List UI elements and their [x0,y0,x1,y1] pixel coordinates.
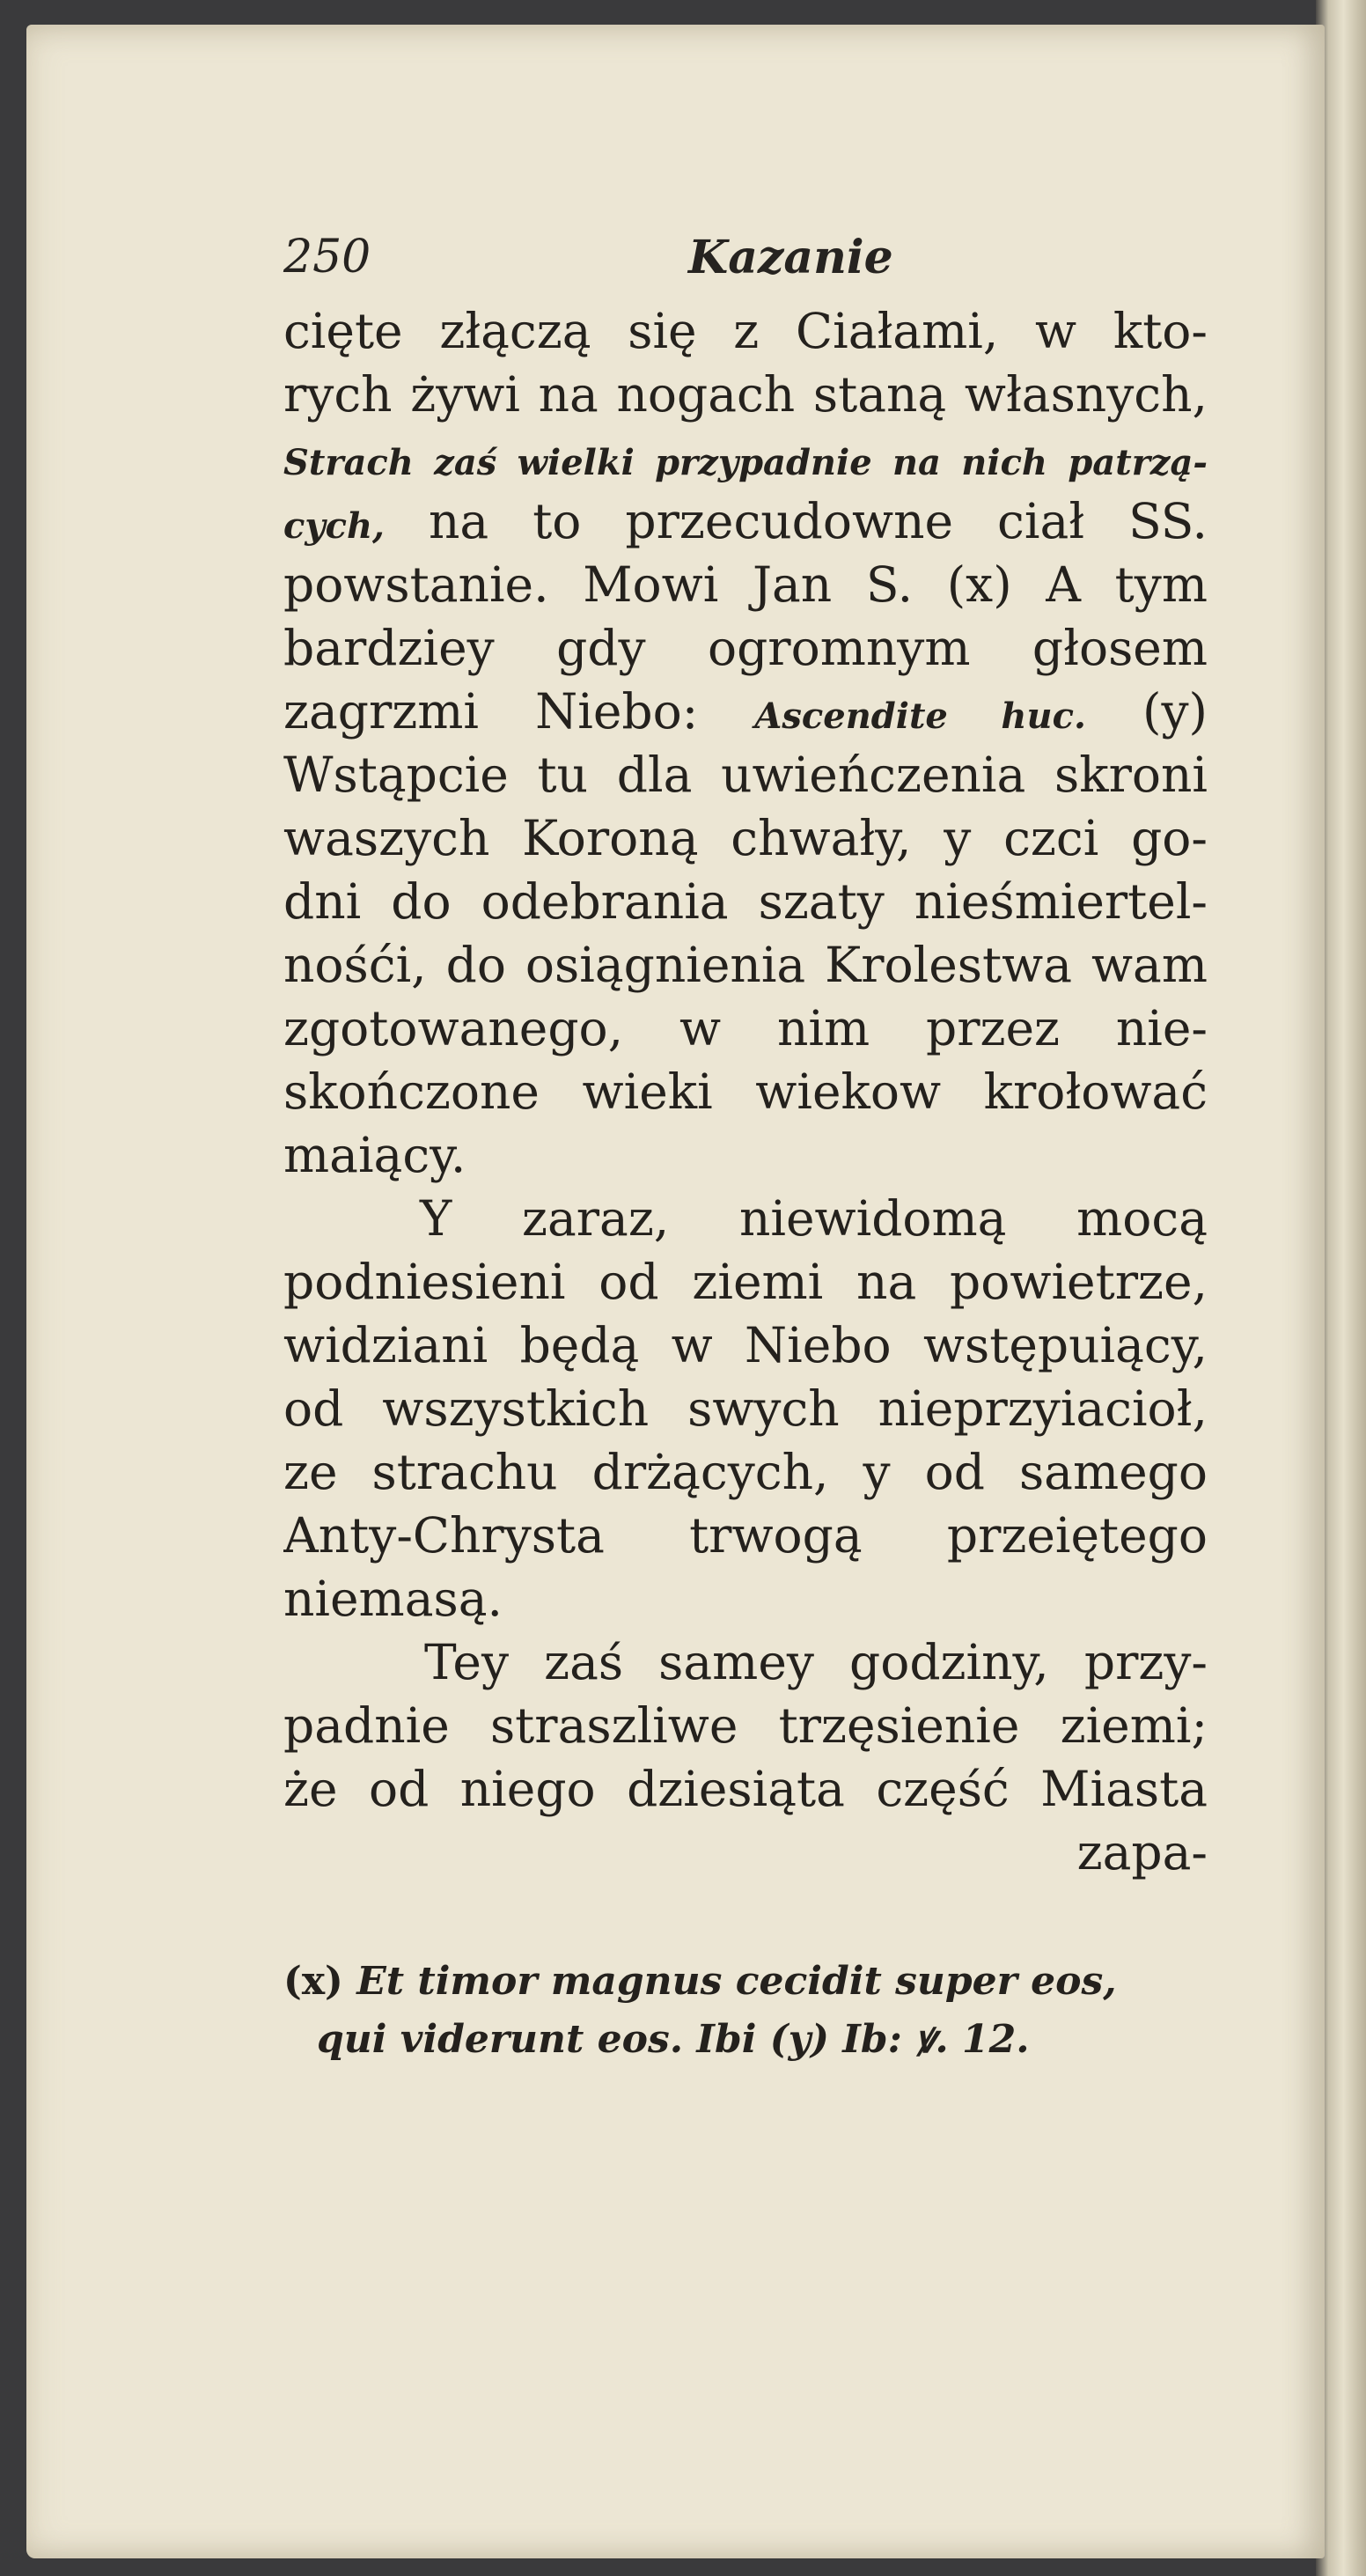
italic-text-segment: Strach zaś wielki przypadnie na nich patrzą- [283,442,1208,483]
text-segment: waszych Koroną chwały, y czci go- [283,810,1208,866]
text-line [283,299,1208,363]
text-line [283,1504,1208,1567]
text-segment: padnie straszliwe trzęsienie ziemi; [283,1697,1208,1754]
page-header [283,231,1208,292]
footnote-line [283,1953,1208,2011]
text-segment: powstanie. Mowi Jan S. (x) A tym [283,556,1208,613]
text-segment: rych żywi na nogach staną własnych, [283,366,1208,423]
text-line [283,1123,1208,1187]
text-segment: skończone wieki wiekow krołować [283,1064,1208,1120]
text-line [283,553,1208,616]
text-line [283,426,1208,489]
text-segment: zgotowanego, w nim przez nie- [283,1000,1208,1056]
text-line [283,870,1208,933]
text-segment: podniesieni od ziemi na powietrze, [283,1254,1208,1310]
text-segment: niemasą. [283,1571,503,1627]
body-text [283,299,1208,1884]
text-segment: Y zaraz, niewidomą mocą [420,1190,1208,1247]
text-segment: zapa- [1076,1824,1208,1880]
text-line [283,1694,1208,1757]
text-segment: bardziey gdy ogromnym głosem [283,620,1208,676]
text-line [283,1757,1208,1821]
text-segment: cięte złączą się z Ciałami, w kto- [283,303,1208,359]
text-line [283,806,1208,870]
text-line [283,1630,1208,1694]
text-segment: ze strachu drżących, y od samego [283,1444,1208,1500]
text-segment: maiący. [283,1127,466,1183]
footnote-line [283,2011,1208,2069]
text-segment: Tey zaś samey godziny, przy- [424,1634,1208,1690]
text-line [283,1060,1208,1123]
text-line [283,1821,1208,1884]
text-line [283,1440,1208,1504]
footnote-mark: (x) [283,1959,343,2004]
text-line [283,1567,1208,1630]
text-line [283,743,1208,806]
text-line [283,1377,1208,1440]
text-segment: od wszystkich swych nieprzyiacioł, [283,1380,1208,1437]
text-segment: Anty-Chrysta trwogą przeiętego [283,1507,1208,1564]
text-segment: dni do odebrania szaty nieśmiertel- [283,873,1208,930]
page-number: 250 [283,231,371,283]
text-segment: na to przecudowne ciał SS. [384,493,1208,549]
text-segment: Wstąpcie tu dla uwieńczenia skroni [283,747,1208,803]
running-head: Kazanie [688,231,893,284]
text-line [283,933,1208,997]
italic-text-segment: Ascendite huc. [754,696,1086,737]
text-segment: zagrzmi Niebo: [283,683,755,740]
text-segment: nośći, do osiągnienia Krolestwa wam [283,937,1208,993]
footnotes [283,1953,1208,2069]
text-segment: widziani będą w Niebo wstępuiący, [283,1317,1208,1373]
text-segment: (y) [1085,683,1208,740]
text-segment: że od niego dziesiąta część Miasta [283,1761,1208,1817]
text-line [283,1250,1208,1314]
italic-text-segment: cych, [283,505,385,547]
text-line [283,997,1208,1060]
text-line [283,363,1208,426]
footnote-text: Et timor magnus cecidit super eos, [342,1959,1117,2004]
text-line [283,489,1208,553]
text-line [283,680,1208,743]
footnote-text: qui viderunt eos. Ibi (y) Ib: ꝟ. 12. [317,2017,1030,2062]
text-line [283,1314,1208,1377]
text-line [283,1187,1208,1250]
text-line [283,616,1208,680]
